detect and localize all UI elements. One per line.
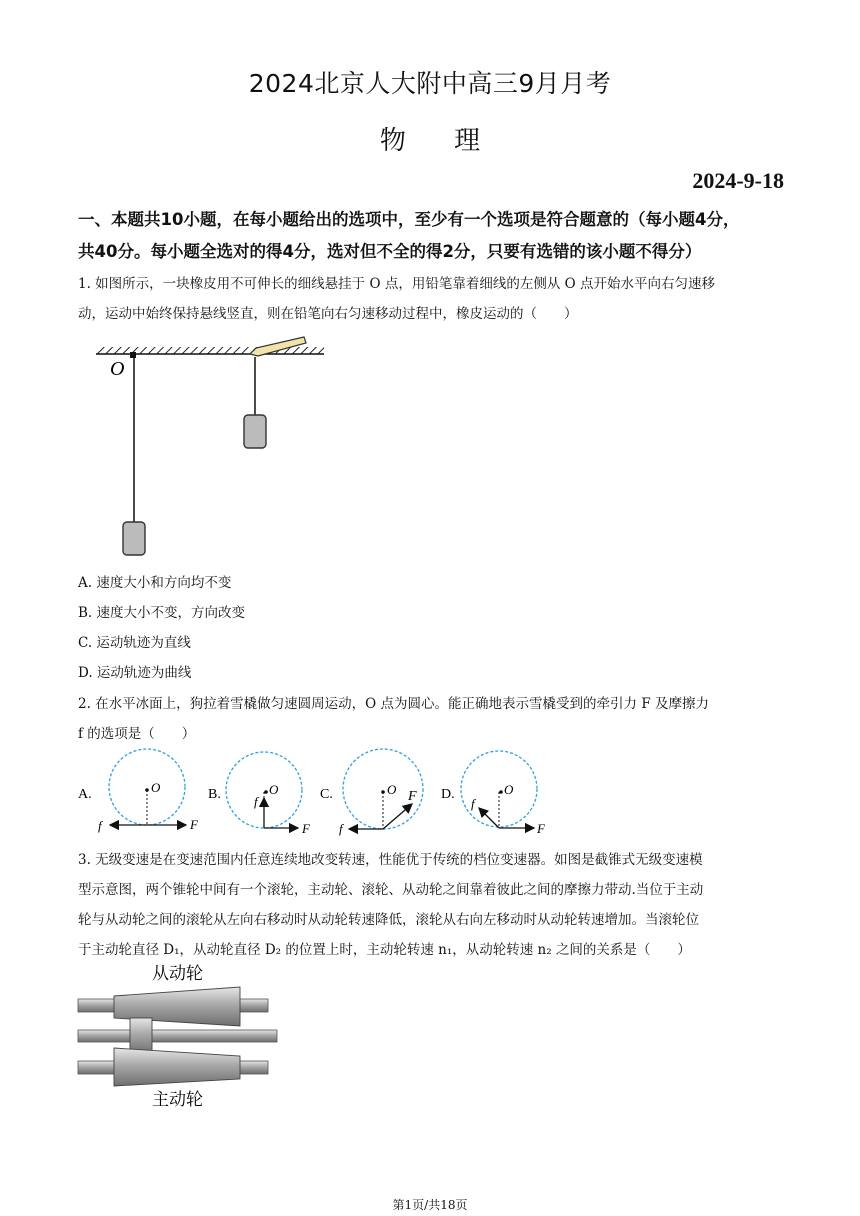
q2-choice-d <box>461 751 546 836</box>
q2-d-center: O <box>504 782 514 797</box>
eraser-left <box>123 522 145 555</box>
q1-option-c: C. 运动轨迹为直线 <box>78 635 191 651</box>
q2-c-center: O <box>387 782 397 797</box>
q2-choice-a <box>98 749 199 833</box>
section-heading-line2: 共40分。每小题全选对的得4分，选对但不全的得2分，只要有选错的该小题不得分） <box>78 242 702 261</box>
section-heading-line1: 一、本题共10小题，在每小题给出的选项中，至少有一个选项是符合题意的（每小题4分， <box>78 210 740 229</box>
driving-wheel-label: 主动轮 <box>152 1090 203 1109</box>
q1-figure <box>90 335 340 565</box>
exam-title: 2024北京人大附中高三9月月考 <box>248 69 612 98</box>
q2-choice-b <box>226 752 311 836</box>
q2-choice-c <box>339 749 423 836</box>
driving-cone <box>114 1048 240 1086</box>
q2-choice-c-label: C. <box>320 787 333 802</box>
q2-figure <box>74 748 564 840</box>
q3-text-line1: 3. 无级变速是在变速范围内任意连续地改变转速，性能优于传统的档位变速器。如图是截锥式无级变速模 <box>78 852 703 868</box>
q3-text-line3: 轮与从动轮之间的滚轮从左向右移动时从动轮转速降低，滚轮从右向左移动时从动轮转速增加。当滚轮位 <box>78 912 699 928</box>
q1-text-line2: 动，运动中始终保持悬线竖直，则在铅笔向右匀速移动过程中，橡皮运动的（ ） <box>78 306 578 322</box>
q2-choice-d-label: D. <box>441 787 455 802</box>
page-footer: 第1页/共18页 <box>392 1198 468 1212</box>
q2-b-center: O <box>269 782 279 797</box>
q2-choice-b-label: B. <box>208 787 221 802</box>
q2-choice-a-label: A. <box>78 787 92 802</box>
q3-text-line4: 于主动轮直径 D₁，从动轮直径 D₂ 的位置上时，主动轮转速 n₁，从动轮转速 n₂ 之间的关系是（ ） <box>78 942 691 958</box>
q2-a-force-f: f <box>98 818 102 833</box>
pivot-point <box>130 352 136 358</box>
o-point-label: O <box>110 358 125 380</box>
q1-text-line1: 1. 如图所示，一块橡皮用不可伸长的细线悬挂于 O 点，用铅笔靠着细线的左侧从 O 点开始水平向右匀速移 <box>78 276 715 292</box>
exam-date: 2024-9-18 <box>692 168 784 193</box>
eraser-right <box>244 415 266 448</box>
driven-wheel-label: 从动轮 <box>152 964 203 983</box>
q2-b-force-F: F <box>302 821 310 836</box>
q2-a-force-F: F <box>190 817 198 832</box>
q3-text-line2: 型示意图，两个锥轮中间有一个滚轮，主动轮、滚轮、从动轮之间靠着彼此之间的摩擦力带动.当位于主动 <box>78 882 704 898</box>
q2-c-force-f: f <box>339 821 343 836</box>
q2-c-force-F: F <box>408 789 417 804</box>
roller-shaft <box>78 1030 277 1042</box>
q2-text-line1: 2. 在水平冰面上，狗拉着雪橇做匀速圆周运动，O 点为圆心。能正确地表示雪橇受到的牵引力 F 及摩擦力 <box>78 696 709 712</box>
q2-text-line2: f 的选项是（ ） <box>78 726 196 742</box>
subject-title: 物 理 <box>379 126 481 156</box>
roller <box>130 1018 152 1054</box>
q1-option-a: A. 速度大小和方向均不变 <box>78 575 232 591</box>
q3-figure <box>74 960 284 1110</box>
q2-a-center: O <box>151 780 161 795</box>
q2-d-force-f: f <box>471 796 475 811</box>
q2-b-force-f: f <box>254 794 258 809</box>
q1-option-d: D. 运动轨迹为曲线 <box>78 665 192 681</box>
q2-d-force-F: F <box>537 821 545 836</box>
q1-option-b: B. 速度大小不变，方向改变 <box>78 605 246 621</box>
